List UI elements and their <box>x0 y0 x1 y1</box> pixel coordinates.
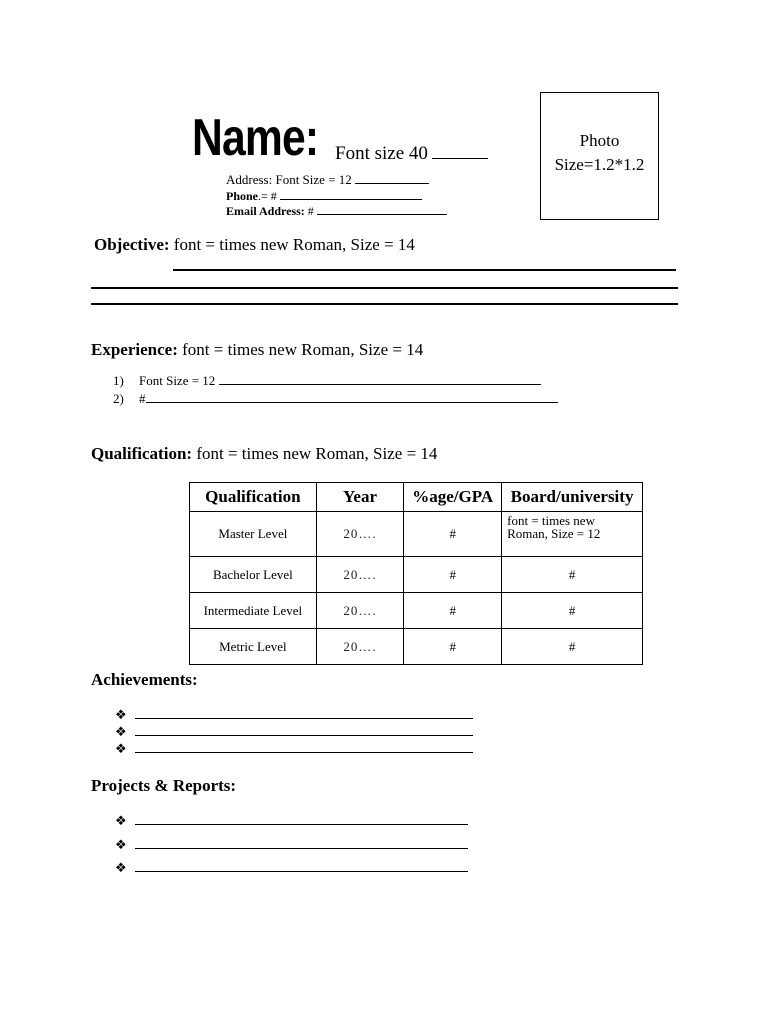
gpa-cell: # <box>404 557 502 593</box>
year-cell: 20…. <box>316 593 404 629</box>
diamond-bullet-icon: ❖ <box>115 724 127 739</box>
name-font-hint: Font size 40 <box>335 143 488 165</box>
table-row <box>190 629 643 665</box>
projects-heading: Projects & Reports: <box>91 776 237 795</box>
level-cell: Intermediate Level <box>190 593 317 629</box>
diamond-bullet-icon: ❖ <box>115 741 127 756</box>
experience-heading: Experience: font = times new Roman, Size = 14 <box>91 340 424 359</box>
project-item <box>115 859 468 877</box>
diamond-bullet-icon: ❖ <box>115 837 127 852</box>
achievement-item <box>115 723 473 741</box>
objective-rule-1 <box>173 269 676 271</box>
objective-rule-3 <box>91 303 678 305</box>
qualification-table <box>189 482 643 665</box>
photo-size-label: Size=1.2*1.2 <box>554 155 645 174</box>
table-header-row <box>190 483 643 512</box>
year-cell: 20…. <box>316 557 404 593</box>
experience-item: 2) # <box>113 391 558 407</box>
achievement-item <box>115 706 473 724</box>
column-header: Board/university <box>502 483 643 512</box>
objective-rule-2 <box>91 287 678 289</box>
name-heading: Name: <box>192 109 319 167</box>
diamond-bullet-icon: ❖ <box>115 860 127 875</box>
board-cell: # <box>502 557 643 593</box>
board-cell: # <box>502 593 643 629</box>
level-cell: Bachelor Level <box>190 557 317 593</box>
table-row <box>190 593 643 629</box>
address-line: Address: Font Size = 12 <box>226 172 429 188</box>
email-line: Email Address: # <box>226 203 447 219</box>
year-cell: 20…. <box>316 629 404 665</box>
table-row <box>190 512 643 557</box>
project-item <box>115 836 468 854</box>
photo-placeholder <box>540 92 659 220</box>
column-header: %age/GPA <box>404 483 502 512</box>
gpa-cell: # <box>404 593 502 629</box>
phone-line: Phone.= # <box>226 188 422 204</box>
year-cell: 20…. <box>316 512 404 557</box>
diamond-bullet-icon: ❖ <box>115 813 127 828</box>
level-cell: Metric Level <box>190 629 317 665</box>
gpa-cell: # <box>404 629 502 665</box>
project-item <box>115 812 468 830</box>
gpa-cell: # <box>404 512 502 557</box>
achievement-item <box>115 740 473 758</box>
diamond-bullet-icon: ❖ <box>115 707 127 722</box>
objective-heading: Objective: font = times new Roman, Size = 14 <box>94 235 415 254</box>
table-row <box>190 557 643 593</box>
experience-item: 1) Font Size = 12 <box>113 373 541 389</box>
photo-label: Photo <box>579 131 620 150</box>
column-header: Qualification <box>190 483 317 512</box>
board-cell: font = times new Roman, Size = 12 <box>502 512 643 557</box>
qualification-heading: Qualification: font = times new Roman, Size = 14 <box>91 444 438 463</box>
column-header: Year <box>316 483 404 512</box>
level-cell: Master Level <box>190 512 317 557</box>
achievements-heading: Achievements: <box>91 670 198 689</box>
board-cell: # <box>502 629 643 665</box>
